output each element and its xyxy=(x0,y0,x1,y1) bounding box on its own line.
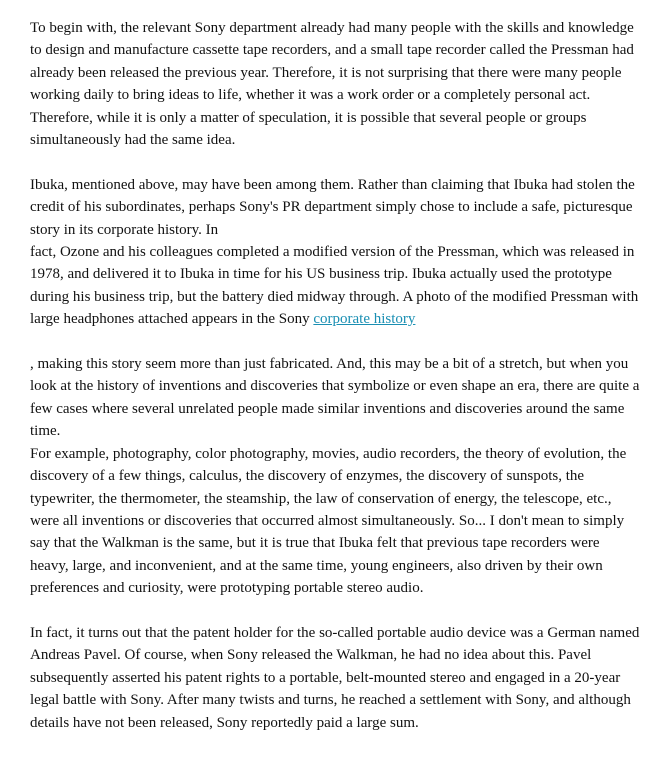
corporate-history-link[interactable]: corporate history xyxy=(313,311,416,328)
paragraph-4: In fact, it turns out that the patent holder for the so-called portable audio device was a German named Andreas Pavel. Of course, when Sony released the Walkman, he had no idea about this. Pavel subsequently asserted his patent rights to a portable, belt-mounted stereo and engaged in a 20-year legal battle with Sony. After many twists and turns, he reached a settlement with Sony, and although details have not been released, Sony reportedly paid a large sum. xyxy=(30,624,640,731)
paragraph-3-body: For example, photography, color photography, movies, audio recorders, the theory of evolution, the discovery of a few things, calculus, the discovery of enzymes, the discovery of sunspots, the typewriter, the thermometer, the steamship, the law of conservation of energy, the telescope, etc., were all inventions or discoveries that occurred almost simultaneously. So... I don't mean to simply say that the Walkman is the same, but it is true that Ibuka felt that previous tape recorders were heavy, large, and inconvenient, and at the same time, young engineers, also driven by their own preferences and curiosity, were prototyping portable stereo audio. xyxy=(30,445,627,597)
paragraph-3-intro: , making this story seem more than just fabricated. And, this may be a bit of a stretch, but when you look at the history of inventions and discoveries that symbolize or even shape an era, there are quite a few cases where several unrelated people made similar inventions and discoveries around the same time. xyxy=(30,356,640,440)
paragraph-2-intro: Ibuka, mentioned above, may have been among them. Rather than claiming that Ibuka had stolen the credit of his subordinates, perhaps Sony's PR department simply chose to include a safe, picturesque story in its corporate history. In xyxy=(30,176,635,238)
paragraph-2-text: fact, Ozone and his colleagues completed a modified version of the Pressman, which was released in 1978, and delivered it to Ibuka in time for his US business trip. Ibuka actually used the prototype during his business trip, but the battery died midway through. A photo of the modified Pressman with large headphones attached appears in the Sony xyxy=(30,244,639,328)
paragraph-1: To begin with, the relevant Sony department already had many people with the skills and knowledge to design and manufacture cassette tape recorders, and a small tape recorder called the Pressman had already been released the previous year. Therefore, it is not surprising that there were many people working daily to bring ideas to life, whether it was a work order or a completely personal act. Therefore, while it is only a matter of speculation, it is possible that several people or groups simultaneously had the same idea. xyxy=(30,20,634,149)
paragraph-2-body xyxy=(30,241,640,331)
